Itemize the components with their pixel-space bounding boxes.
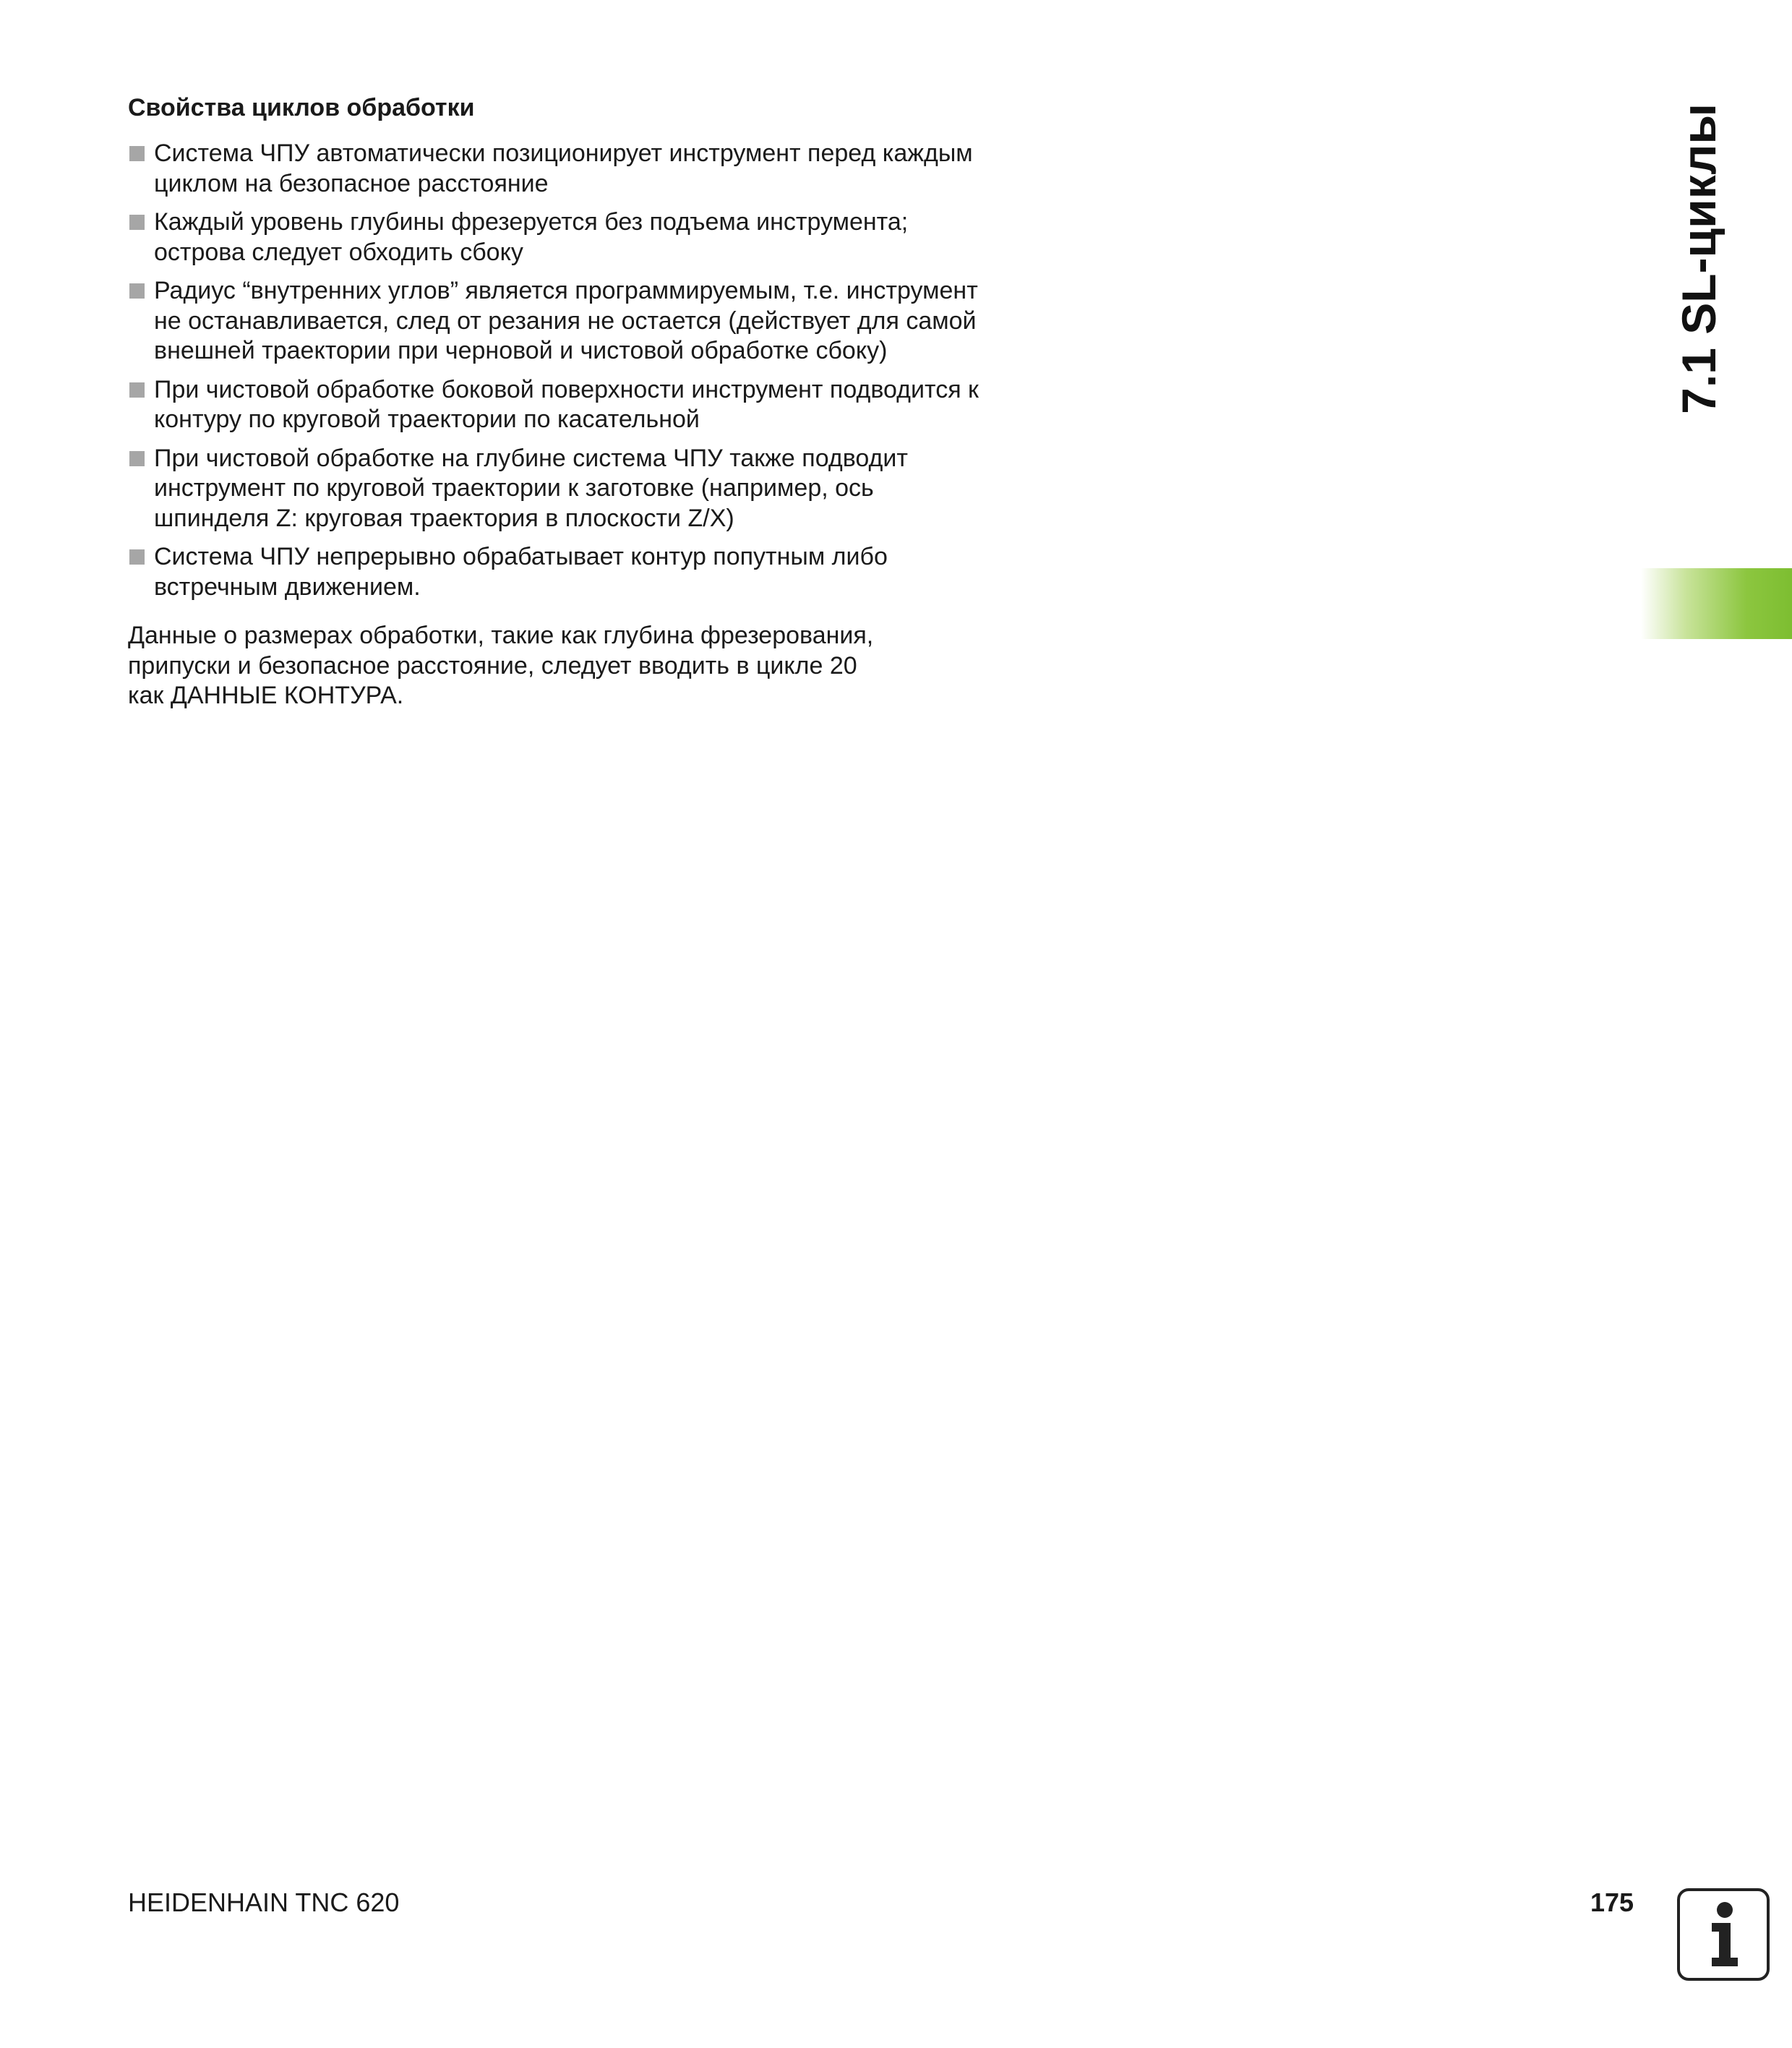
footer-product-name: HEIDENHAIN TNC 620	[128, 1888, 400, 1917]
chapter-side-title	[1659, 93, 1739, 425]
bullet-square-icon	[129, 549, 145, 565]
list-item-text: Каждый уровень глубины фрезеруется без подъема инструмента; острова следует обходить сбоку	[154, 208, 909, 266]
chapter-side-title-text: 7.1 SL-циклы	[1672, 103, 1725, 414]
list-item-text: Система ЧПУ непрерывно обрабатывает контур попутным либо встречным движением.	[154, 543, 888, 601]
list-item	[128, 207, 981, 267]
bullet-square-icon	[129, 146, 145, 161]
list-item-text: При чистовой обработке на глубине система ЧПУ также подводит инструмент по круговой траектории к заготовке (например, ось шпинделя Z: круговая траектория в плоскости Z/X)	[154, 444, 908, 532]
info-icon[interactable]	[1677, 1888, 1770, 1981]
list-item-text: Радиус “внутренних углов” является программируемым, т.е. инструмент не останавливается, след от резания не остается (действует для самой внешней траектории при черновой и чистовой обработке сбоку)	[154, 277, 978, 364]
list-item	[128, 276, 981, 367]
list-item	[128, 375, 981, 435]
main-content	[128, 93, 981, 711]
page-number: 175	[1590, 1888, 1634, 1917]
list-item	[128, 542, 981, 602]
bullet-square-icon	[129, 451, 145, 466]
list-item	[128, 444, 981, 534]
bullet-square-icon	[129, 215, 145, 230]
properties-list	[128, 139, 981, 602]
section-heading: Свойства циклов обработки	[128, 94, 475, 121]
chapter-color-tab	[1641, 568, 1792, 639]
bullet-square-icon	[129, 283, 145, 299]
list-item-text: При чистовой обработке боковой поверхности инструмент подводится к контуру по круговой траектории по касательной	[154, 375, 979, 433]
list-item-text: Система ЧПУ автоматически позиционирует инструмент перед каждым циклом на безопасное расстояние	[154, 140, 973, 197]
bullet-square-icon	[129, 382, 145, 398]
contour-data-paragraph: Данные о размерах обработки, такие как глубина фрезерования, припуски и безопасное расстояние, следует вводить в цикле 20 как ДАННЫЕ КОНТУРА.	[128, 622, 874, 709]
list-item	[128, 139, 981, 199]
info-glyph-icon	[1680, 1891, 1767, 1978]
